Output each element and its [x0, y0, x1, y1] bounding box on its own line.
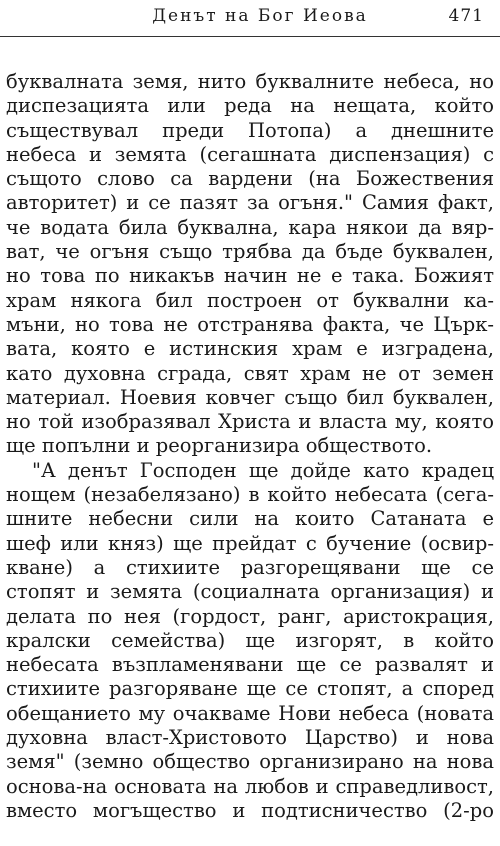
text-line: обещанието му очакваме Нови небеса (новата — [6, 701, 494, 725]
text-line: вата, която е истинския храм е изградена, — [6, 337, 494, 361]
text-line: материал. Ноевия ковчег също бил буквален, — [6, 385, 494, 409]
page-number: 471 — [448, 6, 484, 26]
text-line: мъни, но това не отстранява факта, че Църк- — [6, 312, 494, 336]
text-line: небеса и земята (сегашната диспензация) с — [6, 142, 494, 166]
running-header — [0, 6, 500, 36]
text-line: съществувал преди Потопа) а днешните — [6, 118, 494, 142]
text-line: кване) а стихиите разгорещявани ще се — [6, 555, 494, 579]
text-line: ват, че огъня също трябва да бъде буквален, — [6, 240, 494, 264]
text-line: буквалната земя, нито буквалните небеса, но — [6, 70, 494, 93]
text-line: кралски семейства) ще изгорят, в който — [6, 628, 494, 652]
text-line: нощем (незабелязано) в който небесата (сега- — [6, 483, 494, 507]
text-line: духовна власт-Христовото Царство) и нова — [6, 726, 494, 750]
text-line: но той изобразявал Христа и властa му, която — [6, 410, 494, 434]
text-line: шеф или княз) ще прейдат с бучение (освир- — [6, 531, 494, 555]
text-line: ще попълни и реорганизира обществото. — [6, 434, 433, 458]
text-line: стопят и земята (социалната организация) и — [6, 580, 494, 604]
text-line: основа-на основата на любов и справедливост, — [6, 774, 494, 798]
text-line: делата по нея (гордост, ранг, аристокрация, — [6, 604, 494, 628]
text-line: авторитет) и се пазят за огъня." Самия факт, — [6, 191, 494, 215]
text-line: вместо могъщество и подтисничество (2-ро — [6, 798, 494, 822]
text-line: шните небесни сили на които Сатаната е — [6, 507, 494, 531]
text-line: стихиите разгоряване ще се стопят, а според — [6, 677, 494, 701]
body-text — [6, 70, 494, 823]
text-line: диспезацията или реда на нещата, който — [6, 94, 494, 118]
text-line: храм някога бил построен от буквални ка- — [6, 288, 494, 312]
text-line: "А денът Господен ще дойде като крадец — [32, 458, 494, 482]
text-line: че водата била буквална, кара някои да вяр- — [6, 215, 494, 239]
text-line: като духовна сграда, свят храм не от земен — [6, 361, 494, 385]
header-rule — [0, 36, 500, 37]
running-header-title: Денът на Бог Иеова — [152, 6, 368, 26]
text-line: но това по никакъв начин не е така. Божият — [6, 264, 494, 288]
text-line: същото слово са вардени (на Божествения — [6, 167, 494, 191]
text-line: земя" (земно общество организирано на нова — [6, 750, 494, 774]
text-line: небесата възпламенявани ще се развалят и — [6, 653, 494, 677]
